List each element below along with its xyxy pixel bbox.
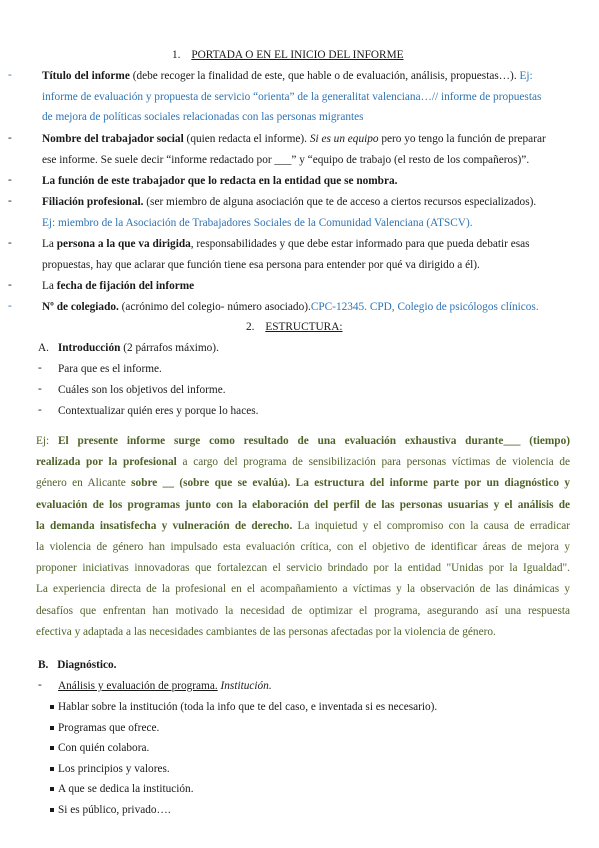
list-dash: - [38,404,42,416]
item-bold: Nombre del trabajador social [42,133,184,145]
square-bullet-icon [50,746,54,750]
paragraph-text: Ej: [36,435,58,447]
list-item-colegiado [42,300,539,314]
paragraph-line [36,434,570,448]
item-bold: persona a la que va dirigida [56,238,191,250]
item-text: pero yo tengo la función de preparar [378,133,546,145]
list-item: Contextualizar quién eres y porque lo haces. [58,405,259,417]
item-text: (quien redacta el informe). [183,133,310,145]
paragraph-text: a cargo del programa de sensibilización para personas víctimas de violencia de [176,456,570,469]
item-italic: Si es un equipo [309,133,379,145]
square-bullet-icon [50,787,54,791]
subsection-analisis [58,679,272,693]
subsection-note: (2 párrafos máximo). [120,342,219,354]
paragraph-bold: El presente informe surge como resultado de una evaluación exhaustiva durante___ (tiempo) [58,435,570,447]
list-item: Programas que ofrece. [58,721,160,734]
subsection-introduccion [38,341,219,355]
paragraph-line [36,604,570,618]
paragraph-line [36,582,570,596]
item-text: (debe recoger la finalidad de este, que hable o de evaluación, análisis, propuestas…). [129,70,517,82]
list-dash: - [38,679,42,691]
paragraph-bold: realizada por la profesional [36,456,177,469]
paragraph-text: proponer iniciativas innovadoras que fortalezcan el servicio brindado por la entidad "Unidas por la Igualdad". [36,562,570,575]
section-2-title: ESTRUCTURA: [265,321,343,333]
item-text: (acrónimo del colegio- número asociado). [118,301,311,313]
subsection-title: Introducción [57,342,121,354]
item-bold: La función de este trabajador que lo redacta en la entidad que se nombra. [42,175,398,187]
example-text: Ej: [516,70,533,82]
paragraph-line [36,455,570,469]
section-2-number: 2. [246,321,255,333]
list-item: Para que es el informe. [58,363,162,375]
list-item-titulo [42,69,533,83]
list-dash: - [8,174,12,186]
paragraph-text: La experiencia directa de la profesional en el acompañamiento a víctimas y la observación de las dinámicas y [36,583,570,596]
square-bullet-icon [50,705,54,709]
list-dash: - [8,237,12,249]
item-line: ese informe. Se suele decir “informe redactado por ___” y “equipo de trabajo (el resto de los compañeros)”. [42,154,530,166]
example-line: informe de evaluación y propuesta de servicio “orienta” de la generalitat valenciana…// informe de propuestas [42,91,542,103]
item-line: propuestas, hay que aclarar que función tiene esa persona para entender por qué va dirigido a él). [42,259,480,271]
item-text: La [42,238,57,250]
paragraph-text: la violencia de género han impulsado esta evaluación crítica, con el objetivo de identificar áreas de mejora y [36,541,570,553]
list-item: Con quién colabora. [58,742,150,755]
paragraph-line [36,625,570,639]
subsection-title: Diagnóstico. [57,659,117,671]
item-text: La [42,280,57,292]
subsection-letter: B. [38,659,49,671]
item-bold: Nº de colegiado. [42,301,119,313]
list-item-funcion [42,174,397,188]
item-bold: fecha de fijación del informe [56,280,195,292]
square-bullet-icon [50,726,54,730]
list-item: Los principios y valores. [58,762,170,775]
subsection-diagnostico [38,658,117,672]
list-item-persona [42,237,530,251]
paragraph-bold: sobre __ (sobre que se evalúa). La estructura del informe parte por un diagnóstico y [131,477,570,490]
list-item-fecha [42,279,194,293]
sub-heading: Análisis y evaluación de programa. [58,680,218,692]
sub-heading-italic: Institución. [217,680,272,692]
list-item: A que se dedica la institución. [58,783,194,796]
section-1-number: 1. [172,49,181,61]
list-item: Cuáles son los objetivos del informe. [58,384,226,396]
item-text: (ser miembro de alguna asociación que te de acceso a ciertos recursos especializados). [143,196,537,208]
paragraph-line [36,519,570,533]
list-dash: - [8,132,12,144]
example-line: Ej: miembro de la Asociación de Trabajadores Sociales de la Comunidad Valenciana (ATSCV). [42,217,473,229]
paragraph-line [36,561,570,575]
paragraph-line [36,540,570,554]
list-dash: - [8,69,12,81]
item-bold: Filiación profesional. [42,196,144,208]
paragraph-line [36,476,570,490]
paragraph-bold: evaluación de los programas junto con la elaboración del perfil de las personas usuarias y el análisis de [36,498,570,511]
example-text: CPC-12345. CPD, Colegio de psicólogos clínicos. [310,301,539,313]
list-dash: - [8,300,12,312]
list-item-nombre [42,132,546,146]
example-line: de mejora de políticas sociales relacionadas con las personas migrantes [42,111,364,123]
paragraph-text: desafíos que enfrentan han motivado la necesidad de optimizar el programa, asegurando así una respuesta [36,604,570,617]
square-bullet-icon [50,767,54,771]
list-item: Hablar sobre la institución (toda la info que te del caso, e inventada si es necesario). [58,701,438,713]
square-bullet-icon [50,808,54,812]
list-item-filiacion [42,195,536,209]
section-2-heading [246,320,343,334]
paragraph-text: género en Alicante [36,477,132,490]
list-dash: - [8,279,12,291]
list-dash: - [38,362,42,374]
list-dash: - [8,195,12,207]
section-1-title: PORTADA O EN EL INICIO DEL INFORME [191,49,404,61]
section-1-heading [172,48,404,62]
list-item: Si es público, privado…. [58,804,171,816]
paragraph-line [36,498,570,512]
paragraph-bold: la demanda insatisfecha y vulneración de derecho. [36,519,293,532]
subsection-letter: A. [38,342,49,354]
paragraph-text: La inquietud y el compromiso con la causa de erradicar [292,519,570,532]
list-dash: - [38,383,42,395]
item-bold: Título del informe [42,70,130,82]
item-text: , responsabilidades y que debe estar informado para que pueda debatir esas [190,238,530,250]
paragraph-text: efectiva y adaptada a las necesidades cambiantes de las personas afectadas por la violencia de género. [36,625,496,638]
